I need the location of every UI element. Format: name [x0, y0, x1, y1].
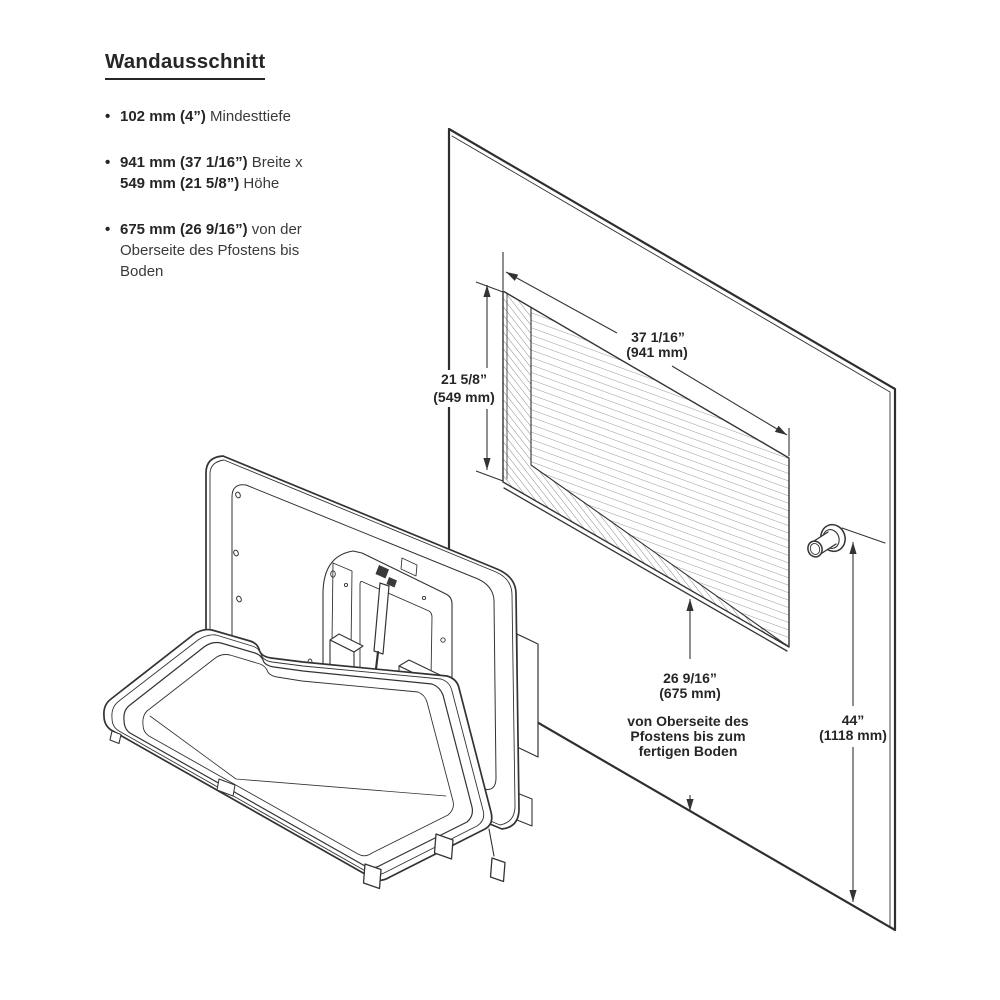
dim-note-line1: von Oberseite des [627, 713, 749, 729]
spec-line: Boden [120, 263, 164, 280]
side-flange-tab [517, 634, 538, 757]
spec-bullet-depth [105, 106, 415, 127]
spec-line: 941 mm (37 1/16”) Breite x [120, 154, 303, 171]
dim-label-height: 21 5/8” [441, 371, 487, 387]
bullet-dot: • [105, 108, 111, 125]
spec-panel [105, 50, 415, 307]
spec-line: 102 mm (4”) Mindesttiefe [120, 108, 291, 125]
bullet-dot: • [105, 154, 111, 171]
dim-label-44-mm: (1118 mm) [819, 727, 887, 743]
dim-label-44: 44” [841, 712, 865, 728]
dim-note-line3: fertigen Boden [638, 743, 738, 759]
dim-label-width-mm: (941 mm) [626, 344, 688, 360]
dim-note-line2: Pfostens bis zum [630, 728, 746, 744]
dim-label-post-floor-mm: (675 mm) [659, 685, 721, 701]
dim-label-height-mm: (549 mm) [433, 389, 495, 405]
shell-corner-edge [489, 829, 494, 856]
dim-label-post-floor: 26 9/16” [663, 670, 717, 686]
spec-line: 549 mm (21 5/8”) Höhe [120, 175, 280, 192]
page-title: Wandausschnitt [105, 50, 265, 80]
bullet-dot: • [105, 221, 111, 238]
dim-label-width: 37 1/16” [631, 329, 685, 345]
spec-line: Oberseite des Pfostens bis [120, 242, 300, 259]
spec-bullet-post-height [105, 219, 415, 282]
spec-line: 675 mm (26 9/16”) von der [120, 221, 302, 238]
shell-foot [491, 858, 506, 882]
spec-bullet-size [105, 152, 415, 194]
